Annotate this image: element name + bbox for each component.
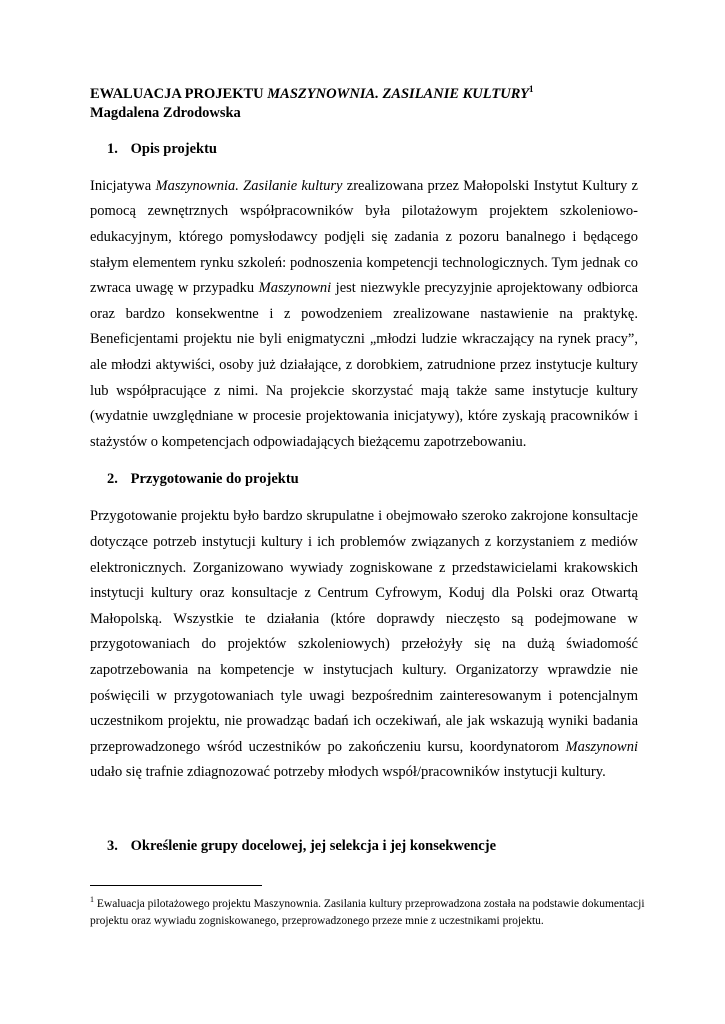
section-title: Określenie grupy docelowej, jej selekcja i jej konsekwencje — [130, 837, 497, 854]
footnote-divider — [90, 885, 262, 886]
section-paragraph-1 — [90, 174, 638, 456]
section-title: Przygotowanie do projektu — [130, 471, 299, 488]
document-page — [90, 80, 638, 871]
section-number: 2. — [107, 471, 118, 488]
text-run: jest niezwykle precyzyjnie aprojektowany odbiorca oraz bardzo konsekwentne i z powodzeniem zrealizowane nastawienie na praktykę. Beneficjentami projektu nie byli enigmatyczni „młodzi ludzie wkraczający na rynek pracy”, ale młodzi aktywiści, osoby już działające, z dorobkiem, zatrudnione przez instytucje kultury lub współpracujące z nimi. Na projekcie skorzystać mają także same instytucje kultury (wydatnie uwzględniane w procesie projektowania inicjatywy), które zyskają pracowników i stażystów o kompetencjach odpowiadających bieżącemu zapotrzebowaniu. — [90, 280, 639, 450]
title-prefix: EWALUACJA PROJEKTU — [90, 85, 268, 102]
text-run: Inicjatywa — [90, 177, 156, 194]
section-title: Opis projektu — [130, 140, 217, 157]
section-number: 3. — [107, 837, 118, 854]
footnote-marker: 1 — [90, 895, 94, 904]
italic-run: Maszynowni — [258, 280, 332, 297]
footnote-reference[interactable]: 1 — [528, 84, 534, 94]
text-run: zrealizowana przez Małopolski Instytut Kultury z pomocą zewnętrznych współpracowników była pilotażowym projektem szkoleniowo-edukacyjnym, którego pomysłodawcy podjęli się zadania z pozoru banalnego i będącego stałym elementem rynku szkoleń: podnoszenia kompetencji technologicznych. Tym jednak co zwraca uwagę w przypadku — [90, 177, 638, 297]
section-heading-1 — [107, 139, 638, 159]
section-paragraph-2 — [90, 504, 638, 786]
text-run: udało się trafnie zdiagnozować potrzeby młodych współ/pracowników instytucji kultury. — [90, 764, 606, 781]
italic-run: Maszynowni — [565, 738, 638, 755]
section-number: 1. — [107, 140, 118, 157]
document-title — [90, 80, 638, 104]
text-run: Przygotowanie projektu było bardzo skrupulatne i obejmowało szeroko zakrojone konsultacje dotyczące potrzeb instytucji kultury i ich problemów związanych z korzystaniem z mediów elektronicznych. Zorganizowano wywiady zogniskowane z przedstawicielami krakowskich instytucji kultury oraz konsultacje z Centrum Cyfrowym, Koduj dla Polski oraz Otwartą Małopolską. Wszystkie te działania (które doprawdy nieczęsto są podejmowane w przygotowaniach do projektów szkoleniowych) przełożyły się na dużą świadomość zapotrzebowania na kompetencje w instytucjach kultury. Organizatorzy wprawdzie nie poświęcili w przygotowaniach tyle uwagi bezpośrednim zainteresowanym i potencjalnym uczestnikom projektu, nie prowadząc badań ich oczekiwań, ale jak wskazują wyniki badania przeprowadzonego wśród uczestników po zakończeniu kursu, koordynatorom — [90, 508, 638, 755]
italic-run: Maszynownia. Zasilanie kultury — [155, 177, 343, 194]
section-heading-3 — [107, 836, 638, 856]
title-italic: MASZYNOWNIA. ZASILANIE KULTURY — [267, 85, 529, 102]
footnote — [90, 891, 650, 931]
author-name: Magdalena Zdrodowska — [90, 104, 241, 121]
footnote-text: Ewaluacja pilotażowego projektu Maszynownia. Zasilania kultury przeprowadzona została na podstawie dokumentacji projektu oraz wywiadu zogniskowanego, przeprowadzonego przeze mnie z uczestnikami projektu. — [90, 897, 645, 928]
section-heading-2 — [107, 469, 638, 489]
